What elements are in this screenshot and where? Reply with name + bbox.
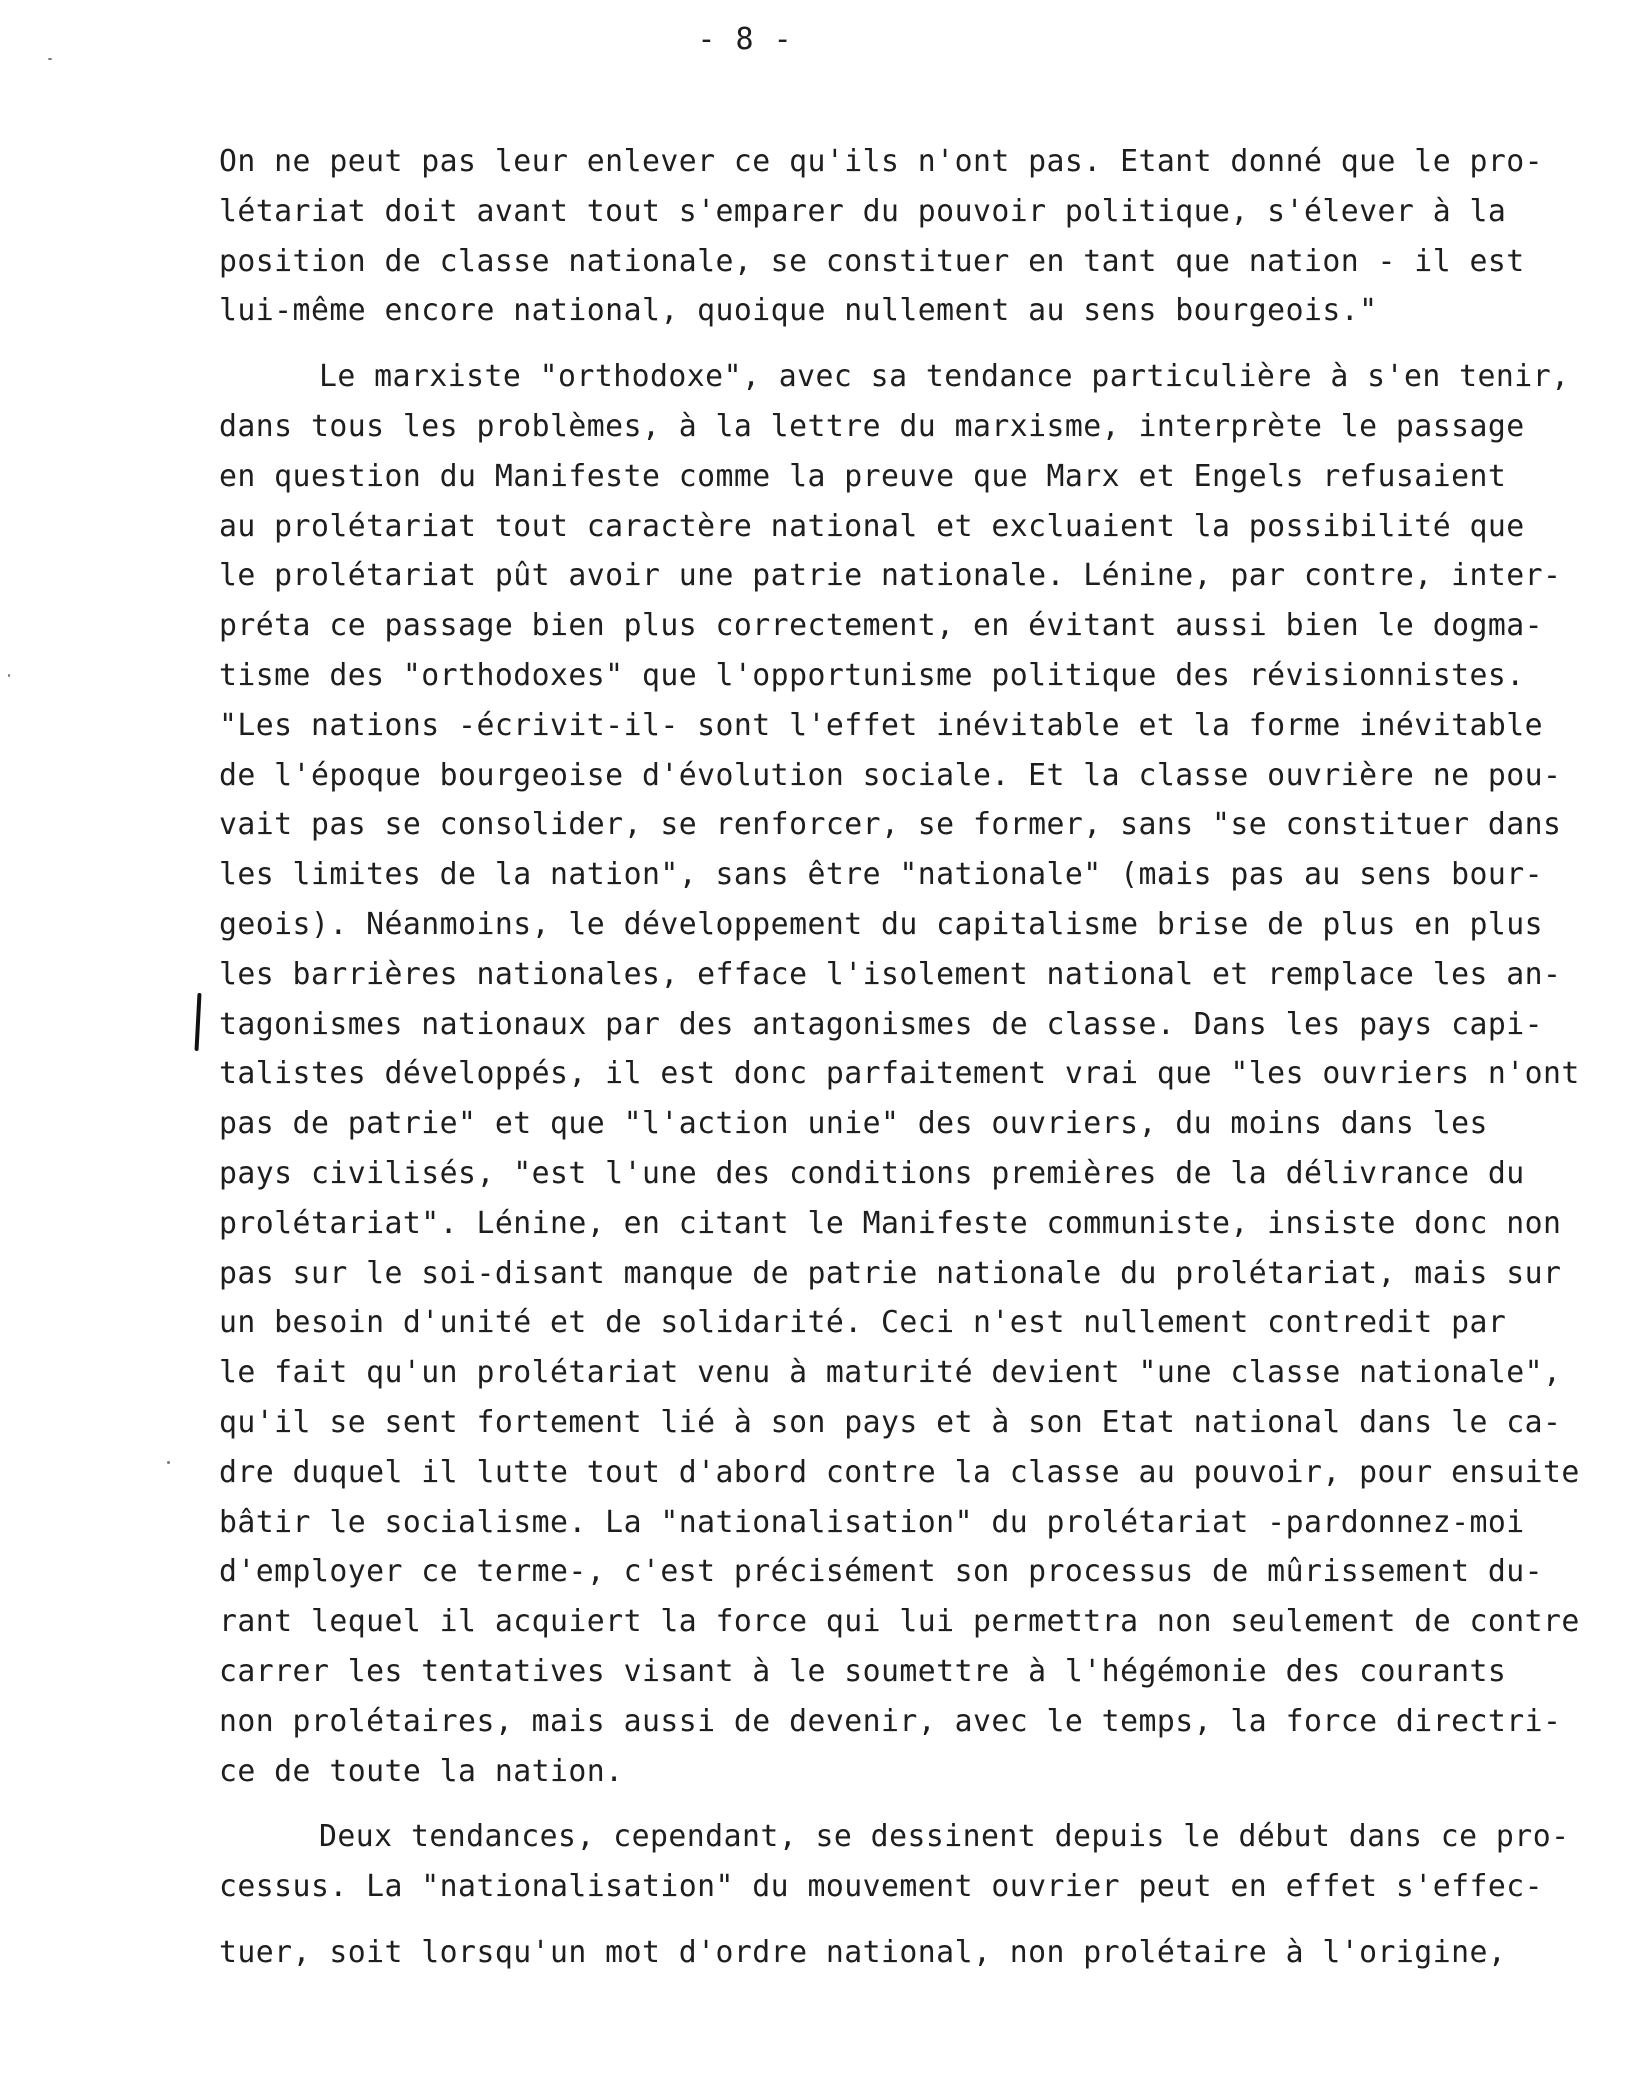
document-body [219, 137, 1599, 1978]
text-line: Le marxiste "orthodoxe", avec sa tendance particulière à s'en tenir, [319, 359, 1570, 395]
text-line: carrer les tentatives visant à le soumettre à l'hégémonie des courants [219, 1653, 1507, 1689]
text-line: rant lequel il acquiert la force qui lui permettra non seulement de contre [219, 1604, 1580, 1640]
scan-speck [8, 674, 10, 677]
text-line: "Les nations -écrivit-il- sont l'effet inévitable et la forme inévitable [219, 707, 1544, 743]
margin-mark [194, 993, 201, 1051]
text-line: cessus. La "nationalisation" du mouvement ouvrier peut en effet s'effec- [219, 1869, 1544, 1905]
text-line: de l'époque bourgeoise d'évolution sociale. Et la classe ouvrière ne pou- [219, 757, 1562, 793]
text-line: qu'il se sent fortement lié à son pays et à son Etat national dans le ca- [219, 1404, 1562, 1440]
text-line: létariat doit avant tout s'emparer du pouvoir politique, s'élever à la [219, 193, 1507, 229]
paragraph [219, 1812, 1599, 1977]
text-line: dre duquel il lutte tout d'abord contre la classe au pouvoir, pour ensuite [219, 1454, 1580, 1490]
text-line: On ne peut pas leur enlever ce qu'ils n'ont pas. Etant donné que le pro- [219, 144, 1544, 179]
text-line: bâtir le socialisme. La "nationalisation" du prolétariat -pardonnez-moi [219, 1504, 1525, 1540]
text-line: d'employer ce terme-, c'est précisément son processus de mûrissement du- [219, 1554, 1544, 1590]
text-line: tagonismes nationaux par des antagonismes de classe. Dans les pays capi- [219, 1006, 1544, 1042]
text-line: dans tous les problèmes, à la lettre du marxisme, interprète le passage [219, 408, 1525, 444]
paragraph [219, 352, 1599, 1796]
text-line: lui-même encore national, quoique nullement au sens bourgeois." [219, 293, 1378, 329]
text-line: ce de toute la nation. [219, 1753, 624, 1789]
text-line: talistes développés, il est donc parfaitement vrai que "les ouvriers n'ont [219, 1056, 1580, 1092]
text-line: tuer, soit lorsqu'un mot d'ordre national, non prolétaire à l'origine, [219, 1934, 1507, 1970]
text-line: vait pas se consolider, se renforcer, se former, sans "se constituer dans [219, 807, 1562, 843]
text-line: pas de patrie" et que "l'action unie" des ouvriers, du moins dans les [219, 1106, 1488, 1142]
text-line: au prolétariat tout caractère national et excluaient la possibilité que [219, 508, 1525, 544]
paragraph [219, 137, 1599, 336]
text-line: tisme des "orthodoxes" que l'opportunisme politique des révisionnistes. [219, 657, 1525, 693]
text-line: geois). Néanmoins, le développement du capitalisme brise de plus en plus [219, 906, 1544, 942]
text-line: position de classe nationale, se constituer en tant que nation - il est [219, 243, 1525, 279]
text-line: Deux tendances, cependant, se dessinent depuis le début dans ce pro- [319, 1819, 1570, 1855]
text-line: un besoin d'unité et de solidarité. Ceci n'est nullement contredit par [219, 1305, 1507, 1341]
text-line: le prolétariat pût avoir une patrie nationale. Lénine, par contre, inter- [219, 558, 1562, 594]
text-line: préta ce passage bien plus correctement, en évitant aussi bien le dogma- [219, 608, 1544, 644]
text-line: pas sur le soi-disant manque de patrie nationale du prolétariat, mais sur [219, 1255, 1562, 1291]
text-line: non prolétaires, mais aussi de devenir, avec le temps, la force directri- [219, 1703, 1562, 1739]
text-line: les limites de la nation", sans être "nationale" (mais pas au sens bour- [219, 857, 1544, 893]
text-line: pays civilisés, "est l'une des conditions premières de la délivrance du [219, 1155, 1525, 1191]
text-line: en question du Manifeste comme la preuve que Marx et Engels refusaient [219, 458, 1507, 494]
text-line: les barrières nationales, efface l'isolement national et remplace les an- [219, 956, 1562, 992]
scan-speck [167, 1461, 170, 1464]
text-line: prolétariat". Lénine, en citant le Manifeste communiste, insiste donc non [219, 1205, 1562, 1241]
page-number: - 8 - [697, 22, 793, 57]
scan-speck [48, 58, 52, 60]
text-line: le fait qu'un prolétariat venu à maturité devient "une classe nationale", [219, 1355, 1562, 1391]
